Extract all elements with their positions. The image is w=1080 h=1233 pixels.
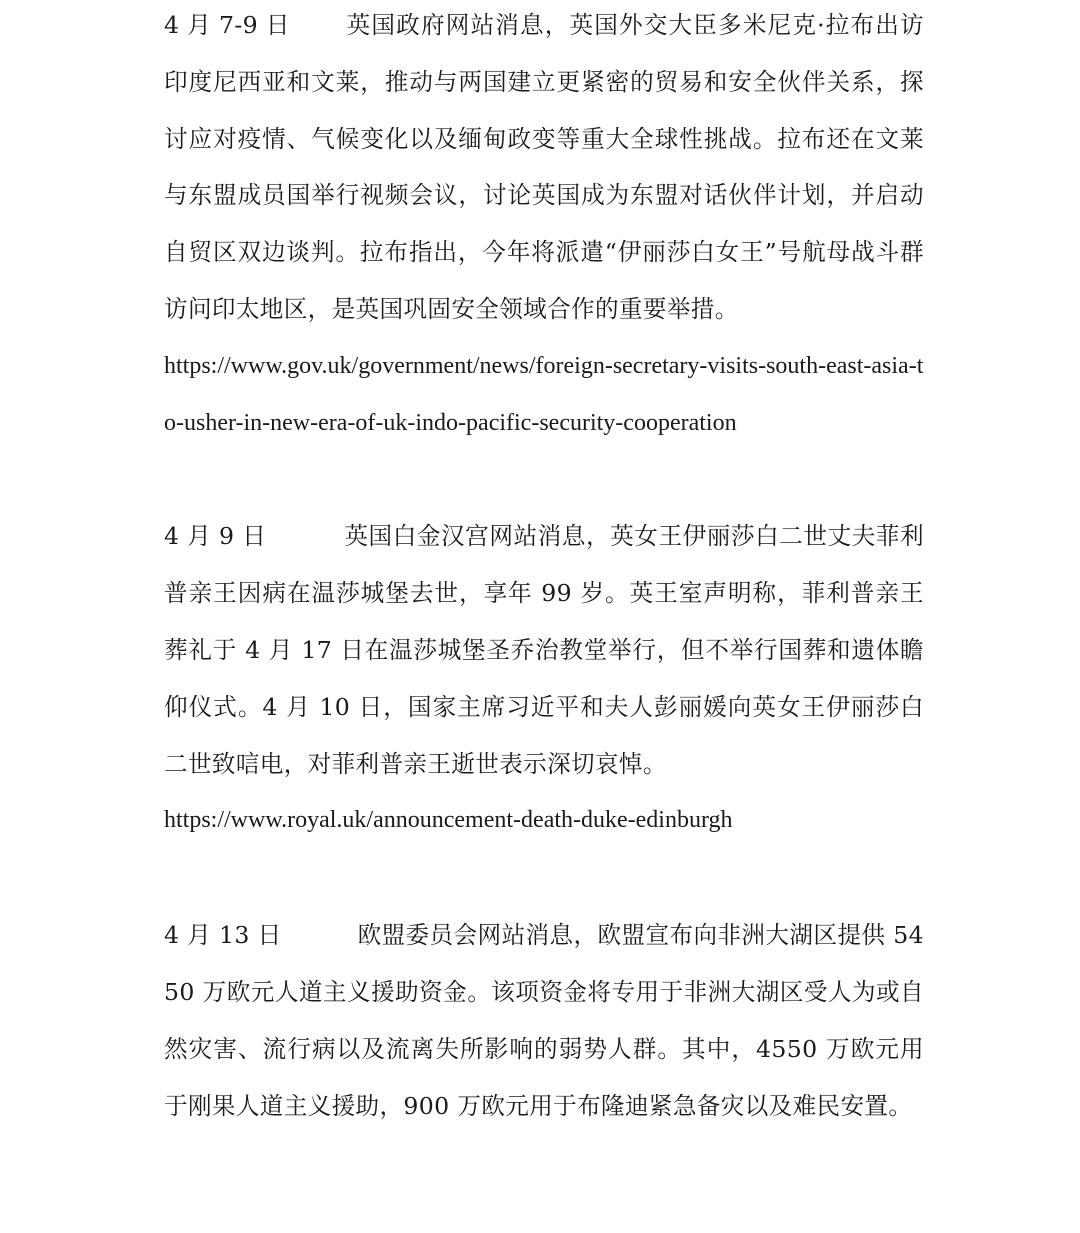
entry-source-url[interactable]: https://www.royal.uk/announcement-death-duke-edinburgh — [164, 807, 733, 834]
entry-paragraph — [164, 907, 924, 1134]
document-body — [164, 0, 924, 1134]
entry-text: 英国白金汉宫网站消息，英女王伊丽莎白二世丈夫菲利普亲王因病在温莎城堡去世，享年 99 岁。英王室声明称，菲利普亲王葬礼于 4 月 17 日在温莎城堡圣乔治教堂举行，但不举行国葬和遗体瞻仰仪式。4 月 10 日，国家主席习近平和夫人彭丽媛向英女王伊丽莎白二世致唁电，对菲利普亲王逝世表示深切哀悼。 — [164, 522, 924, 778]
entry-date: 4 月 9 日 — [164, 522, 267, 551]
entry-text: 欧盟委员会网站消息，欧盟宣布向非洲大湖区提供 5450 万欧元人道主义援助资金。该项资金将专用于非洲大湖区受人为或自然灾害、流行病以及流离失所影响的弱势人群。其中，4550 万欧元用于刚果人道主义援助，900 万欧元用于布隆迪紧急备灾以及难民安置。 — [164, 921, 924, 1120]
entry-source-url[interactable]: https://www.gov.uk/government/news/foreign-secretary-visits-south-east-asia-to-usher-in-new-era-of-uk-indo-pacific-security-cooperation — [164, 352, 924, 436]
entry-date: 4 月 13 日 — [164, 921, 282, 950]
entry-paragraph — [164, 0, 924, 338]
news-entry — [164, 907, 924, 1134]
entry-date: 4 月 7-9 日 — [164, 11, 290, 39]
news-entry — [164, 508, 924, 849]
entry-paragraph — [164, 508, 924, 792]
news-entry — [164, 0, 924, 451]
entry-text: 英国政府网站消息，英国外交大臣多米尼克·拉布出访印度尼西亚和文莱，推动与两国建立更紧密的贸易和安全伙伴关系，探讨应对疫情、气候变化以及缅甸政变等重大全球性挑战。拉布还在文莱与东盟成员国举行视频会议，讨论英国成为东盟对话伙伴计划，并启动自贸区双边谈判。拉布指出，今年将派遣“伊丽莎白女王”号航母战斗群访问印太地区，是英国巩固安全领域合作的重要举措。 — [164, 11, 924, 323]
